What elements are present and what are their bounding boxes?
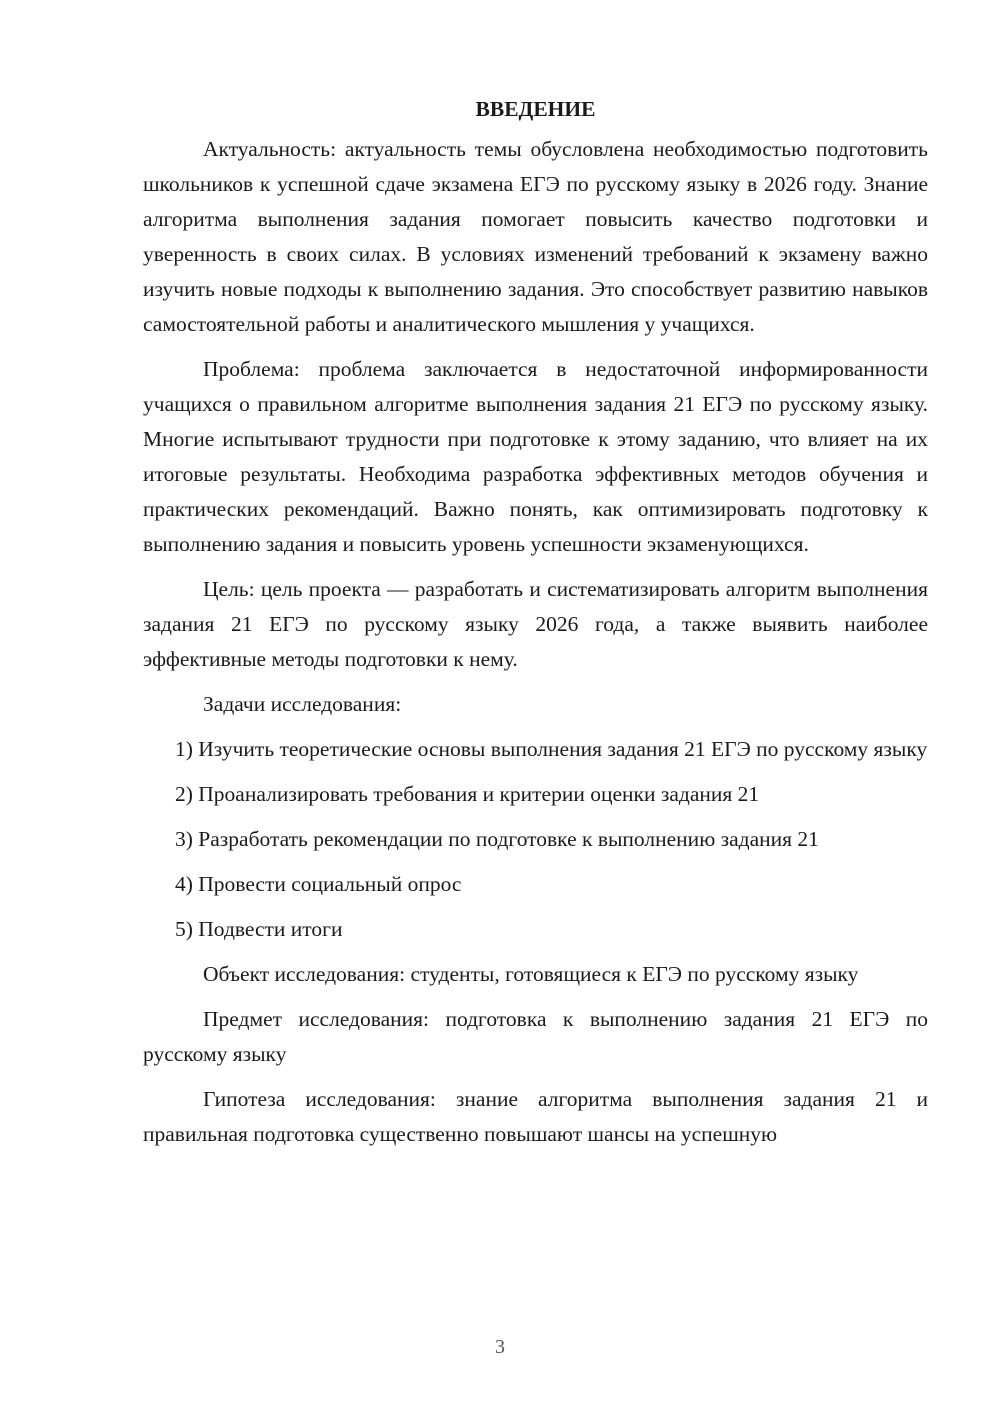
paragraph-relevance: Актуальность: актуальность темы обусловлена необходимостью подготовить школьников к успешной сдаче экзамена ЕГЭ по русскому языку в 2026 году. Знание алгоритма выполнения задания помогает повысить качество подготовки и уверенность в своих силах. В условиях изменений требований к экзамену важно изучить новые подходы к выполнению задания. Это способствует развитию навыков самостоятельной работы и аналитического мышления у учащихся. bbox=[143, 137, 928, 336]
page-title: ВВЕДЕНИЕ bbox=[475, 97, 596, 121]
tasks-heading: Задачи исследования: bbox=[203, 692, 402, 716]
document-page bbox=[143, 92, 928, 1152]
paragraph-object: Объект исследования: студенты, готовящиеся к ЕГЭ по русскому языку bbox=[203, 962, 859, 986]
paragraph-subject: Предмет исследования: подготовка к выполнению задания 21 ЕГЭ по русскому языку bbox=[143, 1007, 928, 1066]
page-number: 3 bbox=[495, 1336, 505, 1358]
list-item: 1) Изучить теоретические основы выполнения задания 21 ЕГЭ по русскому языку bbox=[175, 737, 928, 761]
paragraph-goal: Цель: цель проекта — разработать и систематизировать алгоритм выполнения задания 21 ЕГЭ по русскому языку 2026 года, а также выявить наиболее эффективные методы подготовки к нему. bbox=[143, 577, 928, 671]
list-item: 3) Разработать рекомендации по подготовке к выполнению задания 21 bbox=[175, 827, 819, 851]
list-item: 5) Подвести итоги bbox=[175, 917, 343, 941]
paragraph-problem: Проблема: проблема заключается в недостаточной информированности учащихся о правильном алгоритме выполнения задания 21 ЕГЭ по русскому языку. Многие испытывают трудности при подготовке к этому заданию, что влияет на их итоговые результаты. Необходима разработка эффективных методов обучения и практических рекомендаций. Важно понять, как оптимизировать подготовку к выполнению задания и повысить уровень успешности экзаменующихся. bbox=[143, 357, 928, 556]
tasks-list bbox=[143, 732, 928, 947]
list-item: 4) Провести социальный опрос bbox=[175, 872, 462, 896]
list-item: 2) Проанализировать требования и критерии оценки задания 21 bbox=[175, 782, 760, 806]
paragraph-hypothesis: Гипотеза исследования: знание алгоритма выполнения задания 21 и правильная подготовка существенно повышают шансы на успешную bbox=[143, 1087, 928, 1146]
